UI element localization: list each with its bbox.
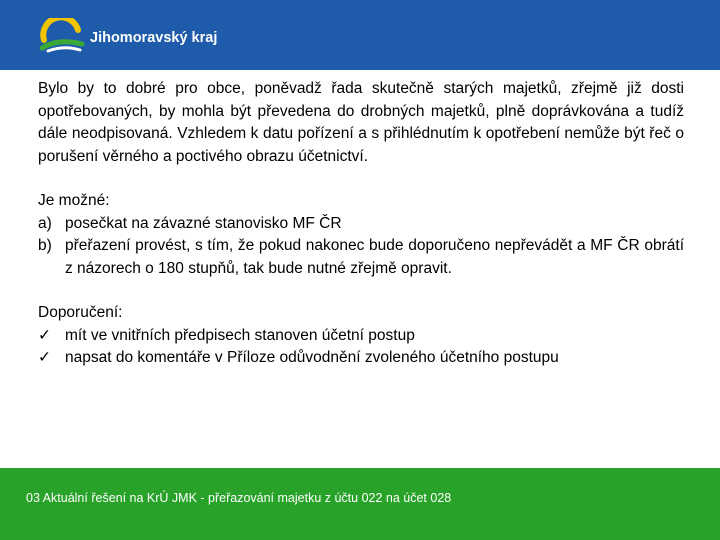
footer-caption: 03 Aktuální řešení na KrÚ JMK - přeřazování majetku z účtu 022 na účet 028 [26,491,452,505]
intro-paragraph: Bylo by to dobré pro obce, poněvadž řada skutečně starých majetků, zřejmě již dosti opotřebovaných, by mohla být převedena do drobných majetků, plně doprávkována a tudíž dále neodpisovaná. Vzhledem k datu pořízení a s přihlédnutím k opotřebení nemůže být řeč o porušení věrného a poctivého obrazu účetnictví. [38,80,684,165]
list-item [38,213,684,236]
options-list [38,213,684,281]
checkmark-icon: ✓ [38,349,51,366]
list-item [38,325,684,348]
footer-bar [0,468,720,540]
list-marker: a) [38,214,52,232]
checkmark-icon: ✓ [38,326,51,344]
list-item-text: přeřazení provést, s tím, že pokud nakonec bude doporučeno nepřevádět a MF ČR obrátí z názorech o 180 stupňů, tak bude nutné zřejmě opravit. [65,237,684,277]
list-item-text: napsat do komentáře v Příloze odůvodnění zvoleného účetního postupu [65,349,559,366]
list-item-text: mít ve vnitřních předpisech stanoven účetní postup [65,326,415,344]
header-bar [0,0,720,70]
slide-content [38,78,684,370]
recommendations-list [38,325,684,370]
brand-name: Jihomoravský kraj [90,30,218,46]
list-item [38,235,684,280]
jmk-logo-icon [38,18,86,54]
recommendations-title: Doporučení: [38,304,123,321]
list-marker: b) [38,237,52,254]
list-item [38,347,684,370]
list-item-text: posečkat na závazné stanovisko MF ČR [65,214,342,232]
options-title: Je možné: [38,192,110,209]
